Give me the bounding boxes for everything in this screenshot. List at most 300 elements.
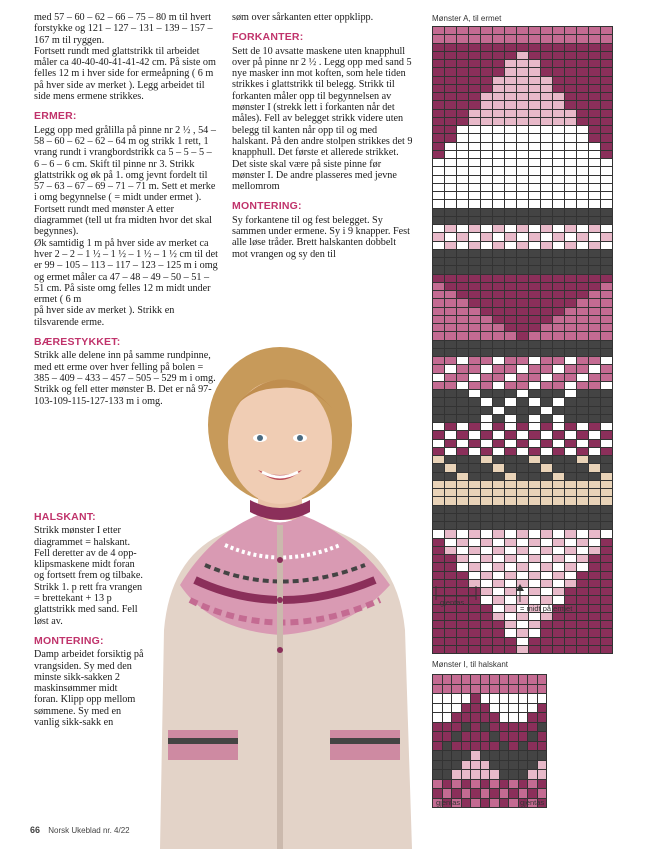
chart-cell — [505, 159, 516, 166]
chart-cell — [601, 497, 612, 504]
chart-cell — [433, 225, 444, 232]
chart-cell — [541, 374, 552, 381]
chart-cell — [553, 233, 564, 240]
chart-cell — [493, 423, 504, 430]
chart-cell — [457, 151, 468, 158]
chart-cell — [505, 167, 516, 174]
chart-cell — [601, 242, 612, 249]
chart-cell — [481, 60, 492, 67]
chart-cell — [505, 217, 516, 224]
chart-cell — [505, 374, 516, 381]
chart-cell — [462, 751, 471, 760]
chart-cell — [529, 77, 540, 84]
chart-cell — [457, 357, 468, 364]
chart-cell — [445, 572, 456, 579]
chart-cell — [505, 209, 516, 216]
chart-cell — [457, 349, 468, 356]
chart-cell — [589, 539, 600, 546]
chart-cell — [577, 27, 588, 34]
chart-cell — [541, 349, 552, 356]
chart-cell — [481, 390, 492, 397]
chart-cell — [541, 646, 552, 653]
chart-cell — [528, 770, 537, 779]
ermer-text: Legg opp med grålilla på pinne nr 2 ½ , 54 – 58 – 60 – 62 – 62 – 64 m og strikk 1 rett, 1 vrang rundt i vrangbordstrikk ca 5 – 5 – 5 – 6 – 6 – 6 cm. Skift til pinne nr 3. Strikk glattstrikk og øk på 1. omg jevnt fordelt til 57 – 63 – 67 – 69 – 71 – 71 m. Sett et merke i omg begynnelse ( = midt under ermet ). Fortsett rundt med mønster A etter diagrammet (tell ut fra midten hvor det skal begynnes). Øk samtidig 1 m på hver side av merket ca hver 2 – 2 – 1 ½ – 1 ½ – 1 ½ – 1 ½ cm til det er 99 – 105 – 113 – 117 – 123 – 125 m i omg og ermet måler ca 47 – 48 – 49 – 50 – 51 – 51 cm. På siste omg felles 12 m midt under ermet ( 6 m på hver side av merket ). Strikk en tilsvarende erme. — [34, 124, 218, 328]
chart-cell — [589, 374, 600, 381]
chart-cell — [445, 192, 456, 199]
chart-cell — [481, 646, 492, 653]
chart-cell — [529, 646, 540, 653]
chart-cell — [433, 723, 442, 732]
chart-cell — [481, 780, 490, 789]
chart-cell — [553, 151, 564, 158]
chart-cell — [433, 167, 444, 174]
chart-cell — [517, 60, 528, 67]
chart-cell — [505, 332, 516, 339]
chart-cell — [529, 448, 540, 455]
chart-cell — [493, 357, 504, 364]
chart-cell — [565, 448, 576, 455]
chart-cell — [457, 258, 468, 265]
chart-cell — [490, 751, 499, 760]
chart-cell — [529, 349, 540, 356]
chart-cell — [505, 118, 516, 125]
chart-cell — [577, 390, 588, 397]
chart-cell — [469, 398, 480, 405]
chart-cell — [493, 176, 504, 183]
chart-cell — [493, 258, 504, 265]
chart-cell — [505, 382, 516, 389]
chart-cell — [493, 481, 504, 488]
chart-cell — [500, 742, 509, 751]
chart-cell — [493, 77, 504, 84]
chart-cell — [553, 225, 564, 232]
chart-cell — [443, 723, 452, 732]
chart-cell — [517, 118, 528, 125]
chart-cell — [601, 605, 612, 612]
chart-cell — [445, 209, 456, 216]
chart-cell — [577, 85, 588, 92]
chart-cell — [541, 539, 552, 546]
chart-cell — [553, 448, 564, 455]
chart-cell — [589, 349, 600, 356]
chart-cell — [493, 374, 504, 381]
chart-cell — [445, 423, 456, 430]
chart-cell — [528, 723, 537, 732]
chart-cell — [529, 35, 540, 42]
chart-cell — [493, 431, 504, 438]
chart-cell — [443, 789, 452, 798]
chart-cell — [601, 431, 612, 438]
chart-cell — [493, 126, 504, 133]
chart-cell — [528, 789, 537, 798]
chart-cell — [445, 456, 456, 463]
montering-2-text: Sy forkantene til og fest belegget. Sy sammen under ermene. Sy i 9 knapper. Fest alle løse tråder. Brett halskanten dobbelt mot vrangen og sy den til — [232, 214, 410, 260]
chart-cell — [433, 713, 442, 722]
chart-cell — [553, 299, 564, 306]
chart-cell — [493, 605, 504, 612]
chart-cell — [517, 316, 528, 323]
chart-cell — [445, 159, 456, 166]
chart-cell — [565, 192, 576, 199]
chart-cell — [553, 217, 564, 224]
chart-cell — [519, 685, 528, 694]
chart-cell — [443, 685, 452, 694]
chart-cell — [481, 349, 492, 356]
chart-cell — [577, 357, 588, 364]
chart-cell — [577, 316, 588, 323]
chart-cell — [481, 283, 492, 290]
chart-cell — [565, 357, 576, 364]
chart-cell — [601, 93, 612, 100]
chart-cell — [445, 35, 456, 42]
continued-text: søm over sårkanten etter oppklipp. — [232, 12, 374, 23]
chart-cell — [541, 530, 552, 537]
chart-cell — [481, 572, 492, 579]
chart-cell — [469, 118, 480, 125]
chart-cell — [541, 481, 552, 488]
chart-cell — [589, 217, 600, 224]
chart-cell — [443, 742, 452, 751]
chart-cell — [538, 780, 547, 789]
chart-cell — [517, 167, 528, 174]
chart-cell — [445, 291, 456, 298]
chart-a-arrows — [432, 582, 562, 604]
chart-cell — [528, 751, 537, 760]
chart-cell — [457, 514, 468, 521]
chart-cell — [577, 365, 588, 372]
chart-cell — [505, 291, 516, 298]
chart-cell — [469, 35, 480, 42]
chart-cell — [565, 35, 576, 42]
chart-cell — [589, 514, 600, 521]
chart-cell — [481, 539, 492, 546]
chart-cell — [517, 275, 528, 282]
chart-cell — [481, 44, 492, 51]
chart-cell — [553, 489, 564, 496]
chart-cell — [469, 299, 480, 306]
chart-cell — [577, 217, 588, 224]
chart-cell — [505, 134, 516, 141]
chart-cell — [565, 580, 576, 587]
chart-cell — [481, 266, 492, 273]
chart-cell — [565, 77, 576, 84]
chart-cell — [462, 704, 471, 713]
chart-cell — [601, 357, 612, 364]
chart-cell — [601, 27, 612, 34]
chart-cell — [538, 694, 547, 703]
chart-cell — [577, 192, 588, 199]
chart-cell — [565, 258, 576, 265]
chart-cell — [493, 52, 504, 59]
chart-cell — [445, 415, 456, 422]
chart-cell — [493, 415, 504, 422]
chart-cell — [528, 761, 537, 770]
chart-cell — [481, 704, 490, 713]
chart-cell — [577, 250, 588, 257]
chart-cell — [433, 258, 444, 265]
heading-halskant: HALSKANT: — [34, 511, 96, 523]
chart-cell — [589, 423, 600, 430]
chart-cell — [433, 275, 444, 282]
chart-cell — [517, 473, 528, 480]
chart-cell — [445, 563, 456, 570]
chart-cell — [517, 233, 528, 240]
chart-cell — [505, 151, 516, 158]
chart-cell — [469, 324, 480, 331]
chart-cell — [481, 258, 492, 265]
chart-cell — [481, 629, 492, 636]
chart-cell — [433, 126, 444, 133]
chart-cell — [433, 250, 444, 257]
chart-cell — [577, 440, 588, 447]
chart-cell — [589, 572, 600, 579]
chart-cell — [509, 789, 518, 798]
chart-cell — [529, 44, 540, 51]
chart-cell — [565, 489, 576, 496]
chart-cell — [601, 489, 612, 496]
chart-cell — [589, 530, 600, 537]
chart-cell — [577, 481, 588, 488]
chart-cell — [577, 596, 588, 603]
chart-cell — [517, 514, 528, 521]
chart-cell — [565, 159, 576, 166]
chart-cell — [565, 646, 576, 653]
chart-cell — [443, 694, 452, 703]
chart-cell — [469, 233, 480, 240]
text-column-left-lower — [34, 512, 144, 728]
chart-cell — [601, 374, 612, 381]
chart-cell — [553, 481, 564, 488]
chart-cell — [517, 93, 528, 100]
chart-cell — [553, 143, 564, 150]
chart-cell — [529, 192, 540, 199]
chart-cell — [509, 694, 518, 703]
chart-cell — [433, 110, 444, 117]
chart-cell — [517, 489, 528, 496]
chart-cell — [505, 266, 516, 273]
chart-cell — [517, 225, 528, 232]
chart-cell — [493, 539, 504, 546]
chart-cell — [519, 704, 528, 713]
chart-cell — [529, 621, 540, 628]
chart-cell — [469, 613, 480, 620]
chart-cell — [457, 555, 468, 562]
chart-cell — [541, 547, 552, 554]
chart-cell — [481, 713, 490, 722]
chart-cell — [565, 233, 576, 240]
chart-cell — [433, 200, 444, 207]
chart-cell — [565, 456, 576, 463]
chart-cell — [553, 390, 564, 397]
chart-cell — [509, 685, 518, 694]
chart-cell — [601, 101, 612, 108]
chart-cell — [481, 473, 492, 480]
chart-cell — [517, 217, 528, 224]
chart-cell — [565, 563, 576, 570]
chart-cell — [529, 374, 540, 381]
chart-cell — [505, 522, 516, 529]
chart-cell — [565, 332, 576, 339]
chart-cell — [457, 646, 468, 653]
chart-cell — [481, 563, 492, 570]
chart-cell — [577, 242, 588, 249]
chart-cell — [457, 638, 468, 645]
chart-cell — [589, 580, 600, 587]
chart-cell — [601, 250, 612, 257]
chart-cell — [577, 68, 588, 75]
chart-cell — [529, 250, 540, 257]
chart-cell — [589, 44, 600, 51]
chart-cell — [433, 732, 442, 741]
chart-cell — [469, 621, 480, 628]
chart-cell — [481, 621, 492, 628]
chart-cell — [493, 68, 504, 75]
chart-cell — [589, 613, 600, 620]
halskant-text: Strikk mønster I etter diagrammet = halskant. Fell deretter av de 4 opp-klipsmaskene midt foran og fortsett frem og tilbake. Strikk 1. p rett fra vrangen = brettekant + 13 p glattstrikk med sand. Fell løst av. — [34, 525, 143, 627]
chart-cell — [529, 456, 540, 463]
chart-cell — [505, 431, 516, 438]
chart-cell — [517, 143, 528, 150]
chart-cell — [601, 382, 612, 389]
chart-cell — [601, 629, 612, 636]
chart-cell — [481, 514, 492, 521]
chart-cell — [471, 685, 480, 694]
chart-cell — [493, 316, 504, 323]
chart-cell — [469, 52, 480, 59]
chart-cell — [529, 497, 540, 504]
chart-cell — [500, 770, 509, 779]
chart-cell — [541, 250, 552, 257]
chart-cell — [433, 613, 444, 620]
chart-cell — [457, 44, 468, 51]
chart-cell — [481, 547, 492, 554]
chart-cell — [445, 93, 456, 100]
chart-cell — [553, 27, 564, 34]
chart-cell — [433, 481, 444, 488]
chart-cell — [601, 481, 612, 488]
chart-cell — [517, 423, 528, 430]
chart-cell — [589, 176, 600, 183]
chart-cell — [529, 365, 540, 372]
chart-cell — [462, 694, 471, 703]
chart-cell — [469, 110, 480, 117]
chart-cell — [469, 605, 480, 612]
chart-cell — [589, 440, 600, 447]
chart-cell — [553, 473, 564, 480]
chart-cell — [505, 390, 516, 397]
chart-cell — [493, 85, 504, 92]
chart-cell — [577, 258, 588, 265]
chart-cell — [553, 341, 564, 348]
chart-cell — [577, 349, 588, 356]
chart-cell — [443, 704, 452, 713]
chart-cell — [469, 44, 480, 51]
chart-cell — [433, 522, 444, 529]
chart-cell — [577, 143, 588, 150]
chart-cell — [452, 770, 461, 779]
chart-cell — [565, 143, 576, 150]
chart-cell — [457, 118, 468, 125]
chart-cell — [457, 481, 468, 488]
chart-cell — [565, 291, 576, 298]
chart-cell — [517, 126, 528, 133]
chart-cell — [529, 68, 540, 75]
chart-cell — [469, 489, 480, 496]
chart-cell — [457, 324, 468, 331]
chart-cell — [589, 126, 600, 133]
chart-cell — [601, 275, 612, 282]
chart-cell — [517, 101, 528, 108]
chart-cell — [469, 217, 480, 224]
chart-cell — [462, 770, 471, 779]
chart-cell — [589, 332, 600, 339]
chart-cell — [541, 299, 552, 306]
chart-cell — [505, 225, 516, 232]
chart-cell — [553, 563, 564, 570]
chart-cell — [445, 299, 456, 306]
chart-cell — [433, 456, 444, 463]
chart-cell — [457, 110, 468, 117]
chart-cell — [469, 60, 480, 67]
chart-cell — [493, 349, 504, 356]
page-number: 66 — [30, 825, 41, 835]
chart-cell — [505, 184, 516, 191]
chart-cell — [457, 332, 468, 339]
chart-cell — [589, 473, 600, 480]
chart-cell — [517, 77, 528, 84]
chart-cell — [445, 134, 456, 141]
chart-cell — [577, 506, 588, 513]
chart-cell — [493, 497, 504, 504]
chart-cell — [457, 60, 468, 67]
chart-cell — [553, 539, 564, 546]
chart-cell — [445, 407, 456, 414]
chart-cell — [577, 176, 588, 183]
chart-cell — [589, 77, 600, 84]
chart-cell — [541, 101, 552, 108]
chart-cell — [490, 799, 499, 808]
chart-cell — [565, 514, 576, 521]
chart-cell — [529, 308, 540, 315]
chart-cell — [538, 761, 547, 770]
chart-cell — [577, 233, 588, 240]
chart-cell — [481, 761, 490, 770]
chart-cell — [601, 349, 612, 356]
chart-cell — [469, 151, 480, 158]
chart-cell — [445, 101, 456, 108]
chart-cell — [577, 423, 588, 430]
chart-cell — [517, 27, 528, 34]
chart-cell — [541, 398, 552, 405]
chart-cell — [541, 200, 552, 207]
chart-cell — [553, 456, 564, 463]
chart-cell — [433, 349, 444, 356]
chart-cell — [433, 27, 444, 34]
chart-cell — [517, 110, 528, 117]
chart-cell — [457, 225, 468, 232]
chart-cell — [553, 209, 564, 216]
chart-cell — [481, 613, 492, 620]
chart-cell — [462, 723, 471, 732]
chart-cell — [493, 134, 504, 141]
chart-cell — [443, 780, 452, 789]
chart-cell — [433, 440, 444, 447]
chart-cell — [565, 52, 576, 59]
chart-cell — [505, 341, 516, 348]
chart-cell — [457, 530, 468, 537]
chart-cell — [493, 324, 504, 331]
chart-cell — [601, 572, 612, 579]
